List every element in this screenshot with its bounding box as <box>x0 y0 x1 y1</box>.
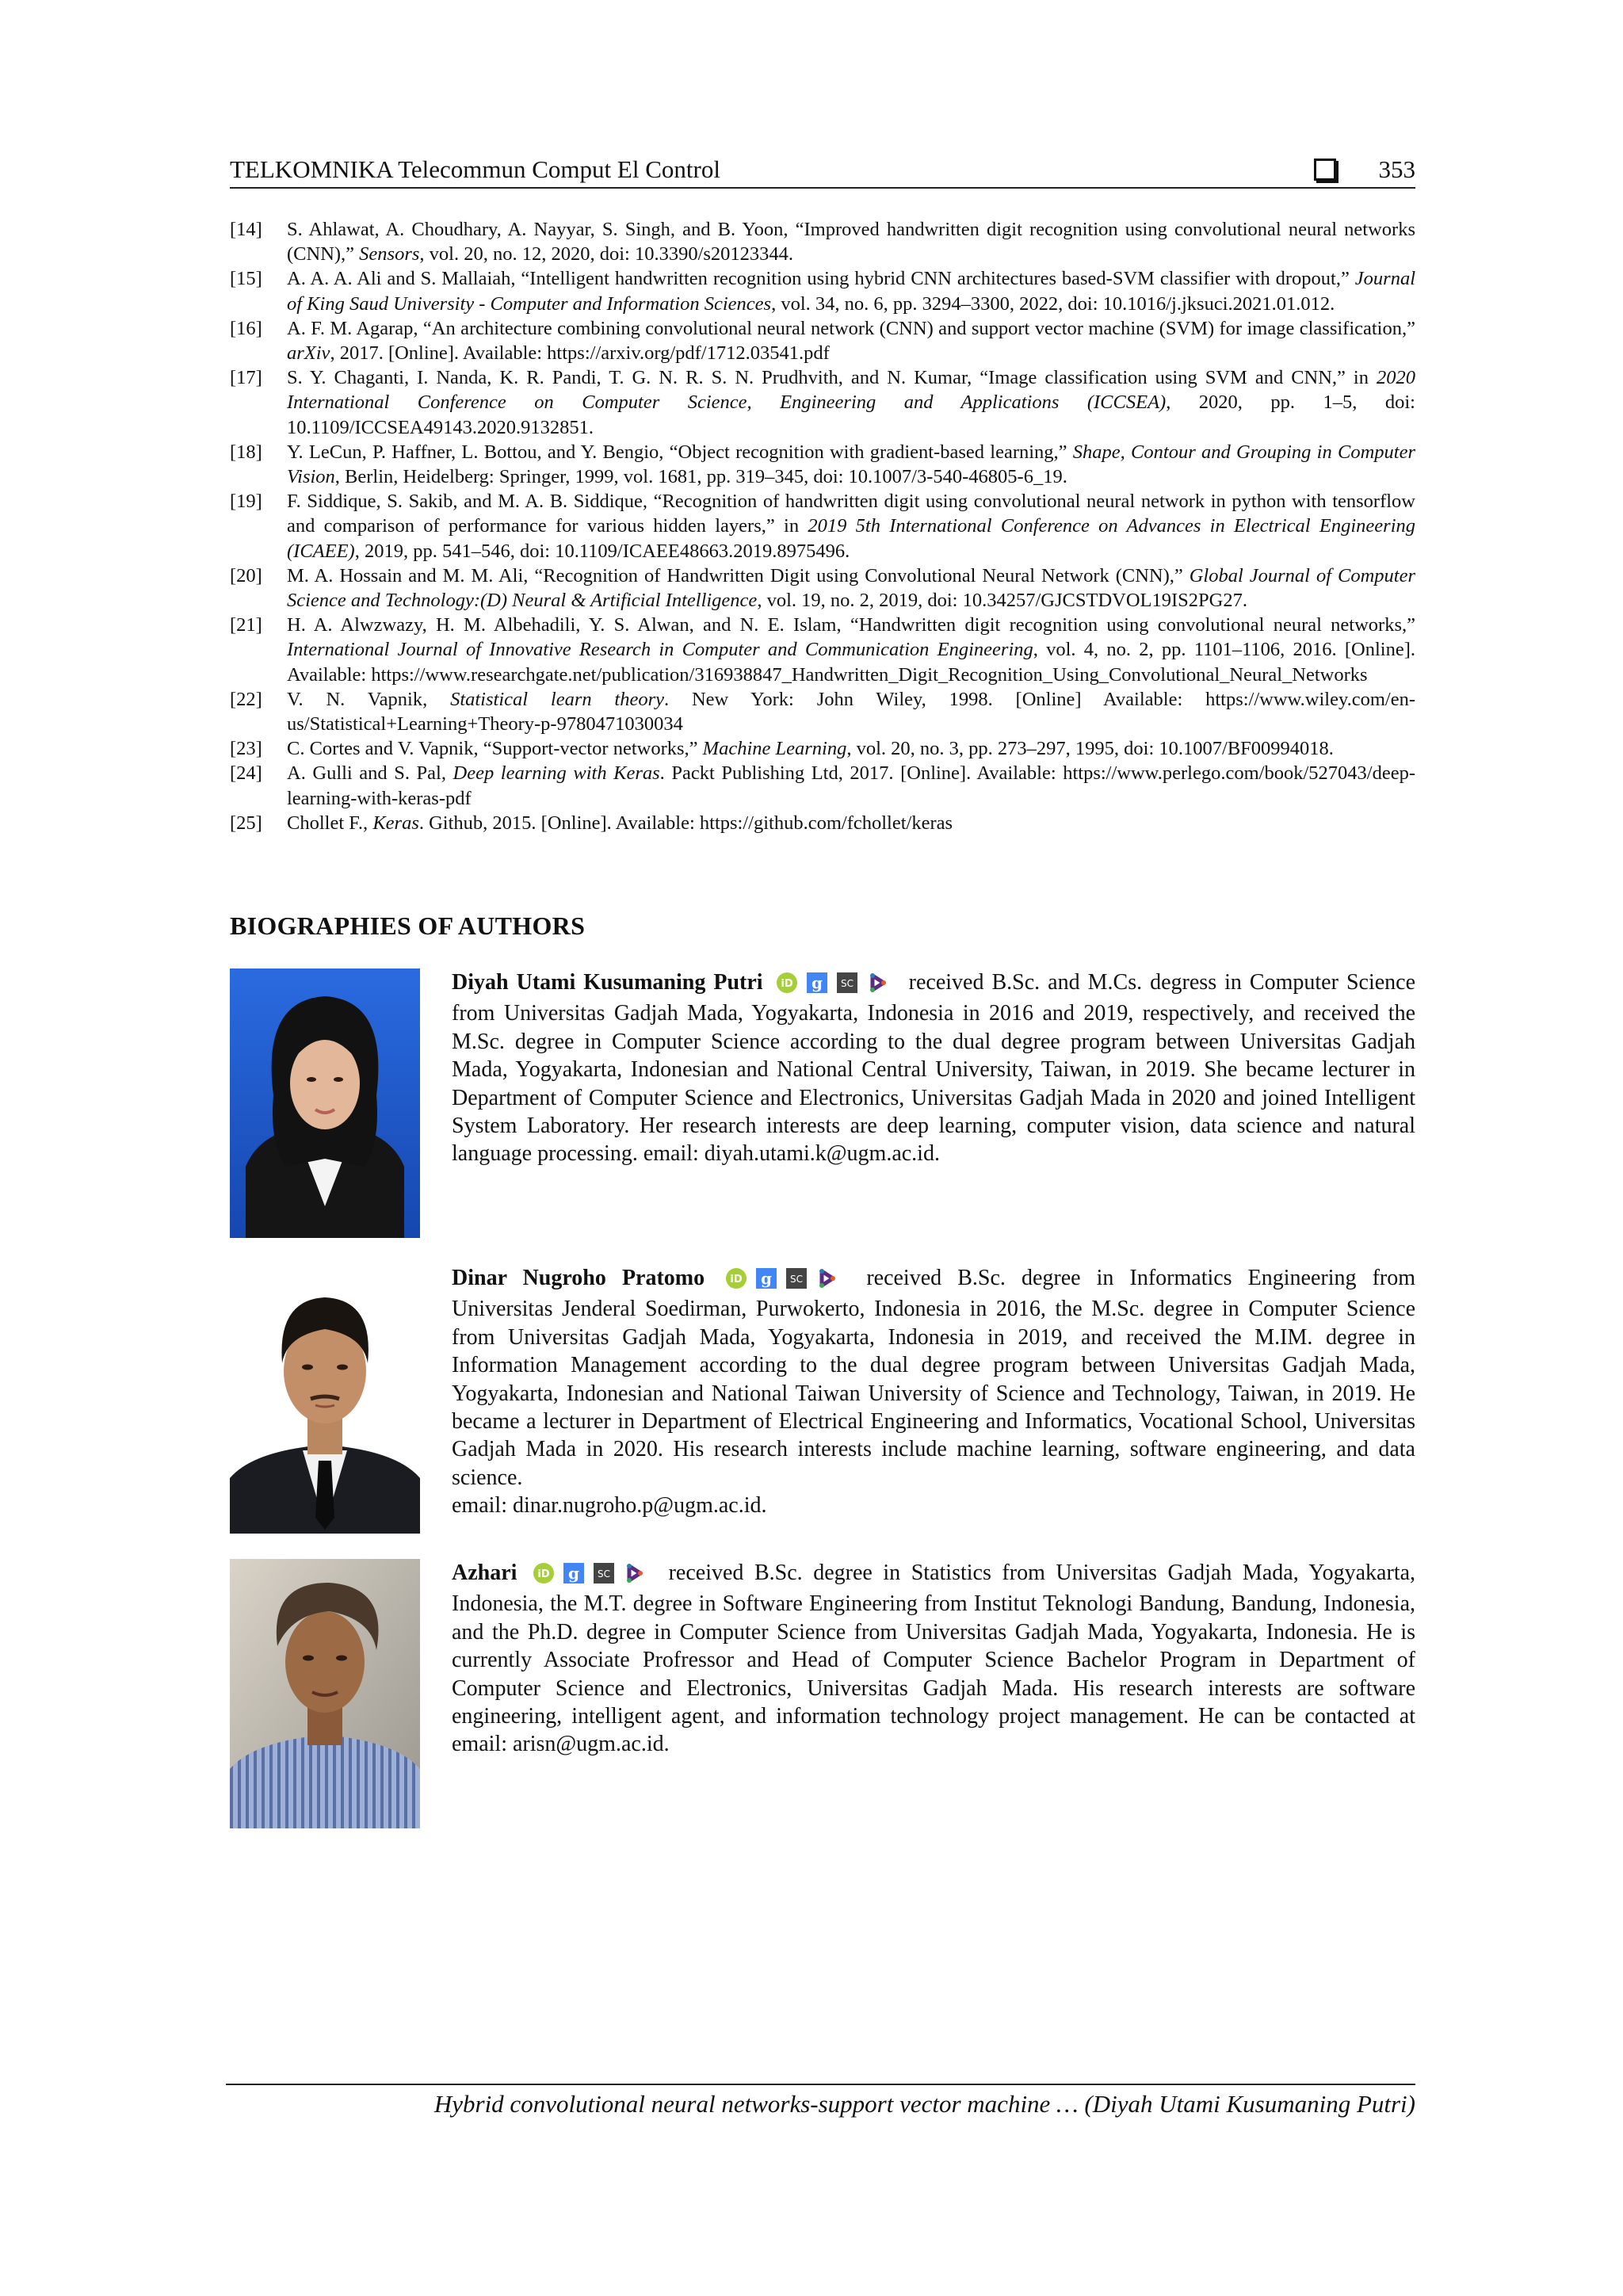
footer-citation: Hybrid convolutional neural networks-support vector machine … (Diyah Utami Kusumaning Putri) <box>433 2090 1415 2118</box>
author-name-2: Dinar Nugroho Pratomo <box>452 1266 705 1290</box>
journal-title: TELKOMNIKA Telecommun Comput El Control <box>230 155 720 183</box>
reference-text <box>287 761 1415 810</box>
svg-text:g: g <box>568 1564 580 1583</box>
author-description-1: received B.Sc. and M.Cs. degress in Computer Science from Universitas Gadjah Mada, Yogyakarta, Indonesia in 2016 and 2019, respectively, and received the M.Sc. degree in Computer Science according to the dual degree program between Universitas Gadjah Mada, Yogyakarta, Indonesian and National Central University, Taiwan, in 2019. She became lecturer in Department of Computer Science and Electronics, Universitas Gadjah Mada in 2020 and joined Intelligent System Laboratory. Her research interests are deep learning, computer vision, data science and natural language processing. email: diyah.utami.k@ugm.ac.id. <box>452 970 1416 1167</box>
reference-italic-title: International Journal of Innovative Research in Computer and Communication Engineering <box>287 639 1033 661</box>
svg-text:g: g <box>761 1269 773 1288</box>
page-number: 353 <box>1378 155 1415 183</box>
reference-text-part: C. Cortes and V. Vapnik, “Support-vector networks,” <box>287 738 703 760</box>
reference-text-part: Y. LeCun, P. Haffner, L. Bottou, and Y. Bengio, “Object recognition with gradient-based learning,” <box>287 441 1073 463</box>
reference-number: [21] <box>230 614 262 636</box>
reference-item <box>230 489 1415 563</box>
reference-item <box>230 761 1415 810</box>
reference-text-part: V. N. Vapnik, <box>287 688 451 710</box>
reference-italic-title: 2019 5th International Conference on Advances in Electrical Engineering (ICAEE) <box>287 515 1416 562</box>
svg-text:iD: iD <box>730 1274 743 1286</box>
reference-italic-title: 2020 International Conference on Computer Science, Engineering and Applications (ICCSEA) <box>287 367 1415 414</box>
running-header <box>230 155 1415 189</box>
reference-text-part: , 2019, pp. 541–546, doi: 10.1109/ICAEE48663.2019.8975496. <box>354 540 850 562</box>
reference-text <box>287 563 1415 613</box>
svg-text:iD: iD <box>780 978 793 990</box>
reference-list <box>230 217 1415 835</box>
reference-text-part: S. Ahlawat, A. Choudhary, A. Nayyar, S. Singh, and B. Yoon, “Improved handwritten digit recognition using convolutional neural networks (CNN),” <box>287 219 1415 266</box>
reference-text-part: . Packt Publishing Ltd, 2017. [Online]. Available: https://www.perlego.com/book/527043/deep-learning-with-keras-pdf <box>287 762 1415 809</box>
svg-text:g: g <box>811 973 823 992</box>
reference-text <box>287 736 1415 761</box>
author-description-2: received B.Sc. degree in Informatics Engineering from Universitas Jenderal Soedirman, Purwokerto, Indonesia in 2016, the M.Sc. degree in Computer Science from Universitas Gadjah Mada, Yogyakarta, Indonesia in 2019, and received the M.IM. degree in Information Management according to the dual degree program between Universitas Gadjah Mada, Yogyakarta, Indonesian and National Taiwan University of Science and Technology, Taiwan, in 2019. He became a lecturer in Department of Electrical Engineering and Informatics, Vocational School, Universitas Gadjah Mada in 2020. His research interests include machine learning, software engineering, and data science. <box>452 1266 1416 1490</box>
reference-item <box>230 811 1415 835</box>
author-description-3: received B.Sc. degree in Statistics from Universitas Gadjah Mada, Yogyakarta, Indonesia, the M.T. degree in Software Engineering from Institut Teknologi Bandung, Bandung, Indonesia, and the Ph.D. degree in Computer Science from Universitas Gadjah Mada, Yogyakarta, Indonesia. He is currently Associate Profressor and Head of Computer Science Bachelor Program in Department of Computer Science and Electronics, Universitas Gadjah Mada. His research interests are software engineering, intelligent agent, and information technology project management. He can be contacted at email: arisn@ugm.ac.id. <box>452 1561 1416 1757</box>
reference-item <box>230 736 1415 761</box>
reference-text-part: M. A. Hossain and M. M. Ali, “Recognition of Handwritten Digit using Convolutional Neural Network (CNN),” <box>287 564 1190 586</box>
publons-icon[interactable] <box>815 1267 838 1289</box>
reference-number: [24] <box>230 762 262 785</box>
running-footer <box>226 2084 1415 2118</box>
biographies-heading: BIOGRAPHIES OF AUTHORS <box>230 911 586 940</box>
reference-number: [15] <box>230 268 262 290</box>
reference-text <box>287 687 1415 736</box>
reference-text-part: , vol. 20, no. 3, pp. 273–297, 1995, doi: 10.1007/BF00994018. <box>846 738 1334 760</box>
reference-italic-title: arXiv <box>287 342 330 365</box>
orcid-icon[interactable] <box>725 1267 747 1289</box>
author-photo-3 <box>230 1559 420 1828</box>
reference-text <box>287 316 1415 365</box>
reference-number: [19] <box>230 491 262 513</box>
author-name-3: Azhari <box>452 1561 517 1585</box>
reference-number: [20] <box>230 564 262 586</box>
scopus-icon[interactable] <box>593 1562 615 1584</box>
orcid-icon[interactable] <box>533 1562 555 1584</box>
reference-text <box>287 811 1415 835</box>
author-profile-icons-2 <box>725 1267 846 1295</box>
author-bio-text-2 <box>452 1264 1415 1520</box>
reference-text <box>287 217 1415 266</box>
scopus-icon[interactable] <box>785 1267 808 1289</box>
author-name-1: Diyah Utami Kusumaning Putri <box>452 970 763 995</box>
reference-text-part: A. F. M. Agarap, “An architecture combining convolutional neural network (CNN) and support vector machine (SVM) for image classification,” <box>287 317 1415 339</box>
reference-text-part: , vol. 20, no. 12, 2020, doi: 10.3390/s20123344. <box>419 243 794 266</box>
reference-text-part: . Github, 2015. [Online]. Available: https://github.com/fchollet/keras <box>418 812 953 834</box>
google-scholar-icon[interactable] <box>806 972 828 994</box>
reference-italic-title: Sensors <box>359 243 420 266</box>
reference-item <box>230 217 1415 266</box>
reference-text-part: , vol. 4, no. 2, pp. 1101–1106, 2016. [Online]. Available: https://www.researchgate.net/publication/316938847_Handwritten_Digit_Recognition_Using_Convolutional_Neural_Networks <box>287 639 1415 686</box>
reference-item <box>230 563 1415 613</box>
reference-italic-title: Statistical learn theory <box>450 688 665 710</box>
author-photo-1 <box>230 968 420 1238</box>
reference-italic-title: Machine Learning <box>702 738 847 760</box>
reference-number: [16] <box>230 317 262 339</box>
reference-item <box>230 365 1415 440</box>
reference-text-part: A. Gulli and S. Pal, <box>287 762 453 785</box>
reference-text-part: , vol. 34, no. 6, pp. 3294–3300, 2022, doi: 10.1016/j.jksuci.2021.01.012. <box>771 292 1335 315</box>
reference-text-part: Chollet F., <box>287 812 373 834</box>
reference-number: [18] <box>230 441 262 463</box>
reference-number: [17] <box>230 367 262 389</box>
reference-italic-title: Deep learning with Keras <box>453 762 660 785</box>
reference-italic-title: Shape, Contour and Grouping in Computer Vision <box>287 441 1415 488</box>
reference-text-part: H. A. Alwzwazy, H. M. Albehadili, Y. S. Alwan, and N. E. Islam, “Handwritten digit recognition using convolutional neural networks,” <box>287 614 1415 636</box>
author-profile-icons-3 <box>533 1562 653 1590</box>
reference-number: [14] <box>230 219 262 240</box>
svg-text:SC: SC <box>840 978 854 989</box>
svg-text:SC: SC <box>790 1274 804 1285</box>
reference-number: [22] <box>230 688 262 710</box>
reference-text-part: S. Y. Chaganti, I. Nanda, K. R. Pandi, T. G. N. R. S. N. Prudhvith, and N. Kumar, “Image classification using SVM and CNN,” in <box>287 367 1377 389</box>
reference-text-part: F. Siddique, S. Sakib, and M. A. B. Siddique, “Recognition of handwritten digit using convolutional neural network in python with tensorflow and comparison of performance for various hidden layers,” in <box>287 491 1415 537</box>
reference-number: [25] <box>230 812 262 834</box>
google-scholar-icon[interactable] <box>755 1267 777 1289</box>
reference-item <box>230 613 1415 687</box>
reference-item <box>230 316 1415 365</box>
reference-italic-title: Global Journal of Computer Science and Technology:(D) Neural & Artificial Intelligence <box>287 564 1415 612</box>
author-bio-text-3 <box>452 1559 1415 1759</box>
publons-icon[interactable] <box>623 1562 645 1584</box>
reference-text-part: , 2020, pp. 1–5, doi: 10.1109/ICCSEA49143.2020.9132851. <box>287 392 1415 438</box>
reference-item <box>230 266 1415 315</box>
author-email-2: email: dinar.nugroho.p@ugm.ac.id. <box>452 1493 767 1519</box>
reference-text <box>287 266 1415 315</box>
reference-text-part: A. A. A. Ali and S. Mallaiah, “Intelligent handwritten recognition using hybrid CNN architectures based-SVM classifier with dropout,” <box>287 268 1355 290</box>
reference-text <box>287 489 1415 563</box>
reference-italic-title: Journal of King Saud University - Computer and Information Sciences <box>287 268 1415 315</box>
reference-italic-title: Keras <box>372 812 419 834</box>
google-scholar-icon[interactable] <box>563 1562 585 1584</box>
reference-text-part: . New York: John Wiley, 1998. [Online] Available: https://www.wiley.com/en-us/Statistical+Learning+Theory-p-9780471030034 <box>287 688 1416 735</box>
reference-text <box>287 365 1415 440</box>
author-profile-icons-1 <box>776 972 896 999</box>
reference-text-part: , 2017. [Online]. Available: https://arxiv.org/pdf/1712.03541.pdf <box>330 342 830 365</box>
reference-text <box>287 440 1415 489</box>
reference-text <box>287 613 1415 687</box>
svg-text:SC: SC <box>598 1568 611 1580</box>
publons-icon[interactable] <box>866 972 888 994</box>
reference-text-part: , Berlin, Heidelberg: Springer, 1999, vol. 1681, pp. 319–345, doi: 10.1007/3-540-46805-6_19. <box>334 466 1067 488</box>
reference-text-part: , vol. 19, no. 2, 2019, doi: 10.34257/GJCSTDVOL19IS2PG27. <box>757 590 1247 612</box>
scopus-icon[interactable] <box>836 972 858 994</box>
author-bio-text-1 <box>452 968 1415 1168</box>
reference-item <box>230 687 1415 736</box>
author-photo-2 <box>230 1264 420 1534</box>
reference-number: [23] <box>230 738 262 760</box>
checkbox-square-icon <box>1314 159 1336 181</box>
svg-text:iD: iD <box>537 1568 550 1580</box>
reference-item <box>230 440 1415 489</box>
orcid-icon[interactable] <box>776 972 798 994</box>
